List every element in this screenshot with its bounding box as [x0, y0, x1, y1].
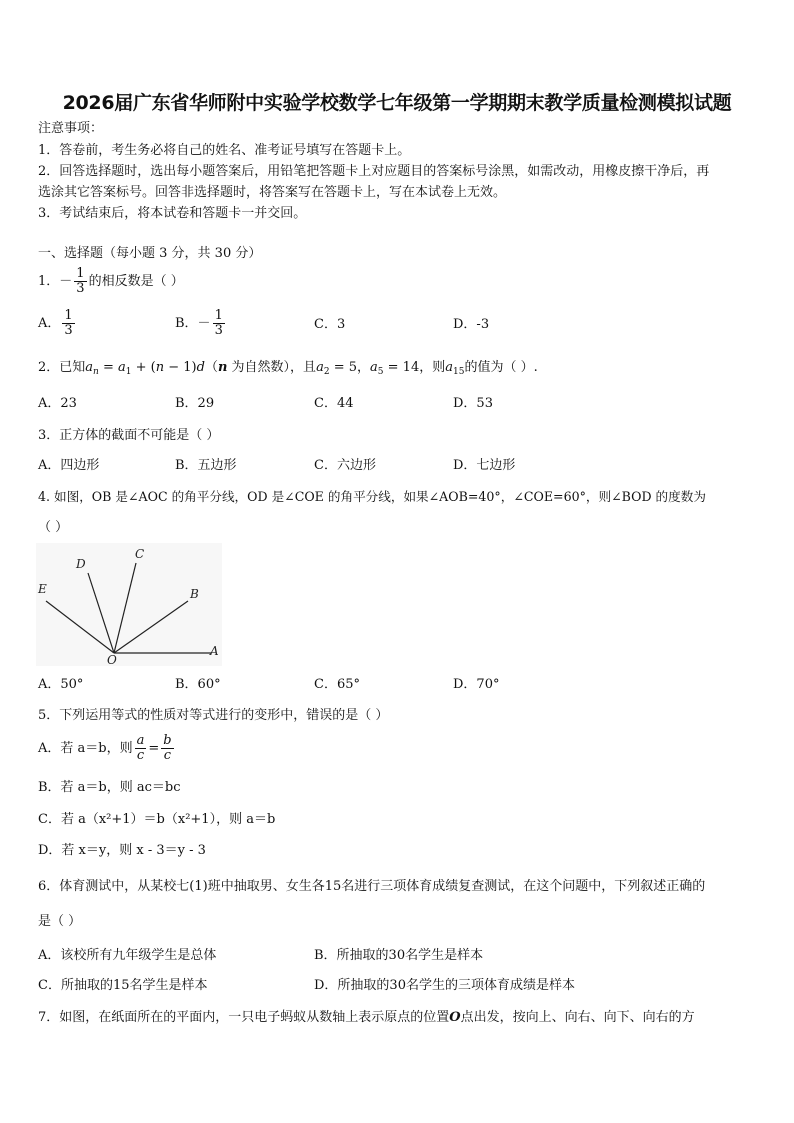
q4-option-d: D．70° [453, 677, 500, 692]
q6-option-d: D．所抽取的30名学生的三项体育成绩是样本 [314, 978, 575, 993]
q2-plus: + ( [131, 360, 156, 375]
q4-paren: （ ） [38, 520, 69, 535]
angle-diagram-svg [36, 543, 222, 666]
question-4: 4. 如图，OB 是∠AOC 的角平分线，OD 是∠COE 的角平分线，如果∠AOB=40°，∠COE=60°，则∠BOD 的度数为 [38, 489, 706, 504]
label-e: E [38, 582, 47, 596]
q5-option-c: C．若 a（x²+1）＝b（x²+1），则 a＝b [38, 812, 276, 827]
q1-fraction [74, 267, 86, 296]
page-title: 2026届广东省华师附中实验学校数学七年级第一学期期末教学质量检测模拟试题 [62, 92, 732, 114]
q2-option-c: C．44 [314, 396, 354, 411]
q5-option-d: D．若 x＝y，则 x - 3＝y - 3 [38, 843, 206, 858]
label-b: B [190, 587, 199, 601]
q6-prefix: 6．体育测试中，从某校七 [38, 879, 190, 894]
notice-item-3: 3．考试结束后，将本试卷和答题卡一并交回。 [38, 206, 307, 221]
q2-natural-text: 为自然数），且 [227, 360, 317, 375]
q2-a2-sub: 2 [323, 367, 330, 377]
q1-option-a-fraction [62, 309, 74, 338]
q2-a5: a [370, 360, 378, 375]
q2-option-a: A．23 [38, 396, 77, 411]
question-7 [38, 1010, 695, 1026]
q5-option-b: B．若 a＝b，则 ac＝bc [38, 780, 181, 795]
q1-minus: － [59, 274, 73, 289]
notice-item-2: 2．回答选择题时，选出每小题答案后，用铅笔把答题卡上对应题目的答案标号涂黑，如需改动，用橡皮擦干净后，再 [38, 164, 710, 179]
question-5: 5．下列运用等式的性质对等式进行的变形中，错误的是（ ） [38, 708, 389, 723]
q5-a-n1: a [136, 733, 145, 748]
q2-comma: ， [357, 360, 371, 375]
q5-a-d2: c [163, 748, 172, 763]
q2-a5-sub: 5 [377, 367, 384, 377]
q2-prefix: 2．已知 [38, 360, 86, 375]
q1-b-den: 3 [214, 323, 223, 338]
q6-option-a: A．该校所有九年级学生是总体 [38, 948, 217, 963]
q5-a-fraction-1 [135, 734, 147, 763]
q6-suffix: 班中抽取男、女生各15名进行三项体育成绩复查测试，在这个问题中，下列叙述正确的 [207, 879, 706, 894]
diagram-background [36, 543, 222, 666]
q1-text: 的相反数是（ ） [88, 274, 184, 289]
q2-option-d: D．53 [453, 396, 493, 411]
q2-then: ，则 [419, 360, 446, 375]
q2-eq5: = 5 [329, 360, 357, 375]
label-a: A [210, 644, 219, 658]
label-o: O [107, 653, 117, 666]
q2-paren: （ [204, 360, 218, 375]
label-d: D [76, 557, 86, 571]
q2-eq14: = 14 [383, 360, 420, 375]
q1-frac-den: 3 [76, 281, 85, 296]
q6-class: (1) [189, 879, 208, 894]
q6-option-c: C．所抽取的15名学生是样本 [38, 978, 208, 993]
q4-option-a: A．50° [38, 677, 84, 692]
q1-a-num: 1 [64, 308, 73, 323]
section-heading: 一、选择题（每小题 3 分，共 30 分） [38, 246, 262, 261]
q2-a15: a [445, 360, 453, 375]
q5-a-eq: = [148, 741, 160, 756]
q2-eq: = [98, 360, 119, 375]
q1-option-a-label: A． [38, 316, 61, 331]
q4-option-b: B．60° [175, 677, 221, 692]
q5-option-a [38, 734, 176, 763]
q1-number: 1． [38, 274, 60, 289]
q5-a-d1: c [136, 748, 145, 763]
q6-line-2: 是（ ） [38, 914, 82, 929]
q5-a-prefix: A．若 a＝b，则 [38, 741, 133, 756]
q2-n-natural: n [217, 360, 228, 375]
question-1 [38, 267, 184, 296]
notice-item-1: 1．答卷前，考生务必将自己的姓名、准考证号填写在答题卡上。 [38, 143, 411, 158]
q2-a1: a [118, 360, 126, 375]
q6-option-b: B．所抽取的30名学生是样本 [314, 948, 484, 963]
question-6 [38, 879, 705, 895]
q2-an: a [85, 360, 94, 375]
q7-suffix: 点出发，按向上、向右、向下、向右的方 [460, 1010, 695, 1025]
q3-option-c: C．六边形 [314, 458, 376, 473]
angle-diagram [36, 543, 222, 666]
q7-origin: O [449, 1010, 461, 1025]
q7-prefix: 7．如图，在纸面所在的平面内，一只电子蚂蚁从数轴上表示原点的位置 [38, 1010, 450, 1025]
q1-option-b [175, 309, 227, 338]
q3-option-d: D．七边形 [453, 458, 516, 473]
q1-option-c: C．3 [314, 317, 346, 332]
q5-a-n2: b [163, 733, 172, 748]
q1-b-num: 1 [214, 308, 223, 323]
q1-option-b-fraction [213, 309, 225, 338]
q5-a-fraction-2 [161, 734, 173, 763]
q2-value-text: 的值为（ ）. [464, 360, 538, 375]
q2-a1-sub: 1 [125, 367, 132, 377]
q3-option-b: B．五边形 [175, 458, 237, 473]
notice-item-2-cont: 选涂其它答案标号。回答非选择题时，将答案写在答题卡上，写在本试卷上无效。 [38, 185, 507, 200]
q2-an-sub: n [93, 367, 99, 377]
q1-frac-num: 1 [76, 266, 85, 281]
label-c: C [135, 547, 145, 561]
q1-option-b-label: B．－ [175, 316, 211, 331]
q1-option-d: D．-3 [453, 317, 490, 332]
q1-a-den: 3 [64, 323, 73, 338]
q2-d: d [196, 360, 205, 375]
q2-minus-one: − 1) [164, 360, 197, 375]
q2-option-b: B．29 [175, 396, 215, 411]
q2-n: n [155, 360, 165, 375]
question-3: 3．正方体的截面不可能是（ ） [38, 428, 220, 443]
q2-a15-sub: 15 [453, 367, 465, 377]
notice-heading: 注意事项： [38, 121, 104, 136]
q4-option-c: C．65° [314, 677, 360, 692]
q3-option-a: A．四边形 [38, 458, 100, 473]
q2-a2: a [316, 360, 324, 375]
q1-option-a [38, 309, 77, 338]
question-2 [38, 360, 538, 380]
